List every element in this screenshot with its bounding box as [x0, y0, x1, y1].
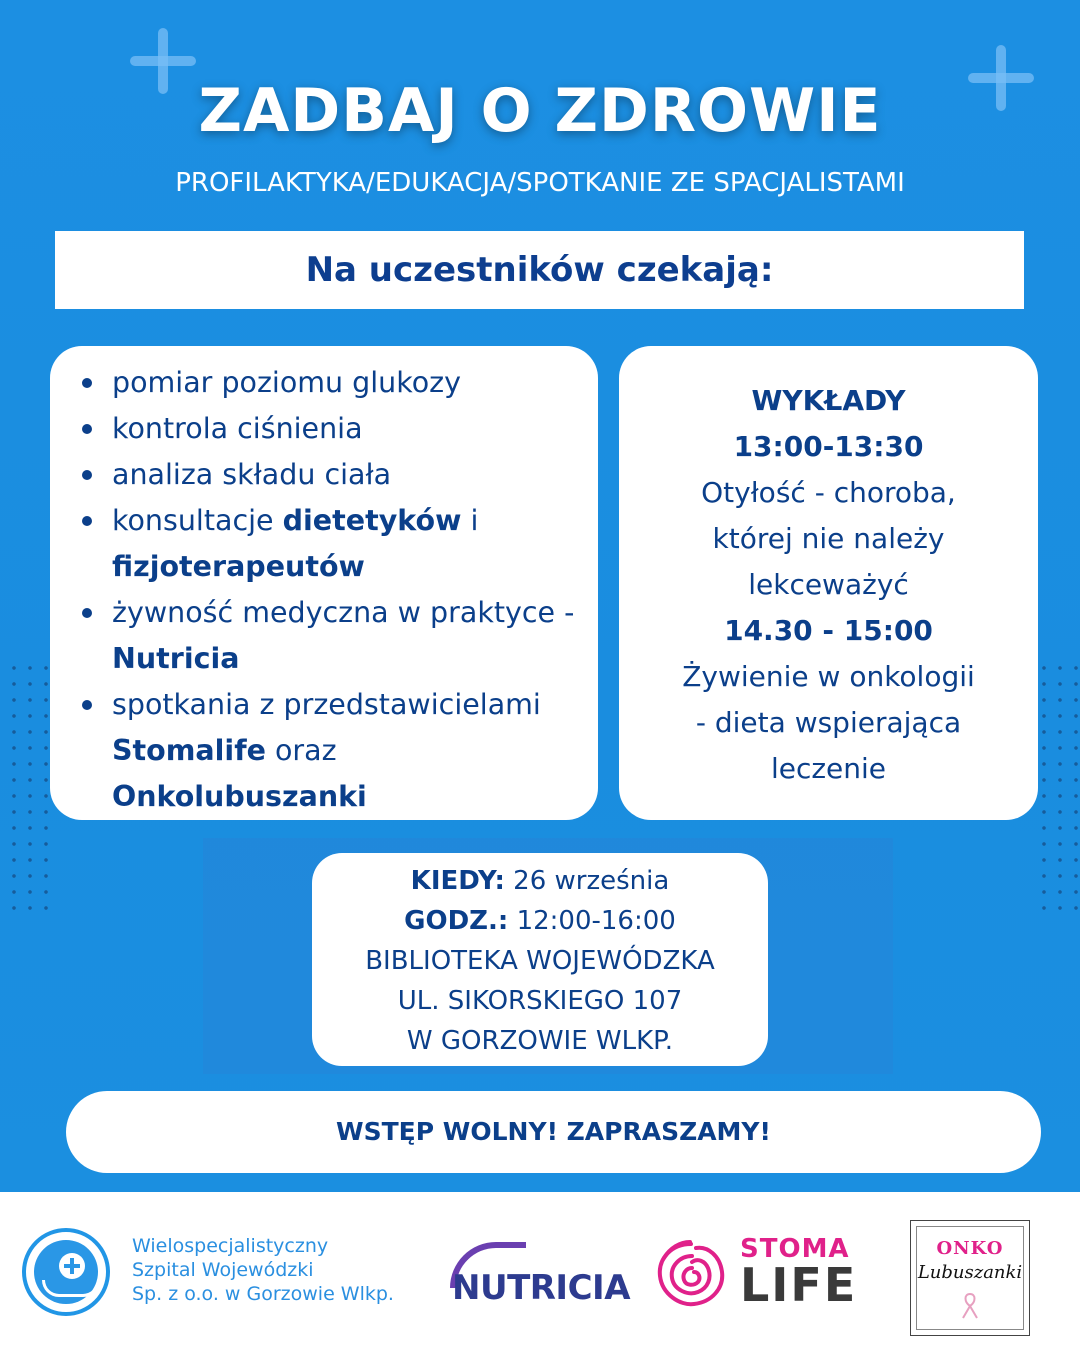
lecture-topic: - dieta wspierająca [695, 706, 962, 739]
offers-list [82, 360, 588, 820]
list-item: pomiar poziomu glukozy [82, 360, 588, 406]
participants-banner [55, 231, 1024, 309]
lecture-time: 13:00-13:30 [733, 430, 924, 463]
hospital-name: Wielospecjalistyczny Szpital Wojewódzki Sp. z o.o. w Gorzowie Wlkp. [132, 1235, 394, 1305]
lectures-heading: WYKŁADY [751, 384, 906, 417]
free-entry-text: WSTĘP WOLNY! ZAPRASZAMY! [336, 1117, 771, 1146]
event-hours: GODZ.: 12:00-16:00 [404, 906, 676, 936]
list-item: żywność medyczna w praktyce - Nutricia [82, 590, 588, 682]
event-place: BIBLIOTEKA WOJEWÓDZKA [365, 946, 715, 976]
event-address: UL. SIKORSKIEGO 107 [397, 986, 683, 1016]
event-city: W GORZOWIE WLKP. [406, 1026, 674, 1056]
dot-pattern-left [6, 660, 54, 920]
page-title: ZADBAJ O ZDROWIE [198, 76, 882, 146]
lecture-time: 14.30 - 15:00 [724, 614, 933, 647]
free-entry-banner [66, 1091, 1041, 1173]
stomalife-logo: STOMA LIFE [652, 1232, 857, 1314]
onkolubuszanki-logo: ONKO Lubuszanki [910, 1220, 1030, 1336]
list-item: konsultacje dietetyków i fizjoterapeutów [82, 498, 588, 590]
lecture-topic: Żywienie w onkologii [682, 660, 975, 693]
ribbon-icon [960, 1292, 980, 1320]
hospital-logo [22, 1228, 442, 1316]
lecture-topic: której nie należy [712, 522, 945, 555]
lecture-topic: Otyłość - choroba, [701, 476, 956, 509]
banner-heading: Na uczestników czekają: [305, 250, 774, 290]
lectures-card [619, 346, 1038, 820]
nutricia-logo: NUTRICIA [440, 1242, 630, 1312]
list-item: analiza składu ciała [82, 452, 588, 498]
lecture-topic: leczenie [770, 752, 887, 785]
event-details-card [312, 853, 768, 1066]
hospital-emblem-icon [22, 1228, 110, 1316]
offers-card [50, 346, 598, 820]
lecture-topic: lekceważyć [748, 568, 909, 601]
rose-icon [652, 1236, 730, 1310]
list-item: spotkania z przedstawicielami Stomalife oraz Onkolubuszanki [82, 682, 588, 820]
page-subtitle: PROFILAKTYKA/EDUKACJA/SPOTKANIE ZE SPACJALISTAMI [175, 168, 905, 198]
list-item: kontrola ciśnienia [82, 406, 588, 452]
sponsor-footer [0, 1192, 1080, 1350]
event-date: KIEDY: 26 września [410, 866, 670, 896]
dot-pattern-right [1036, 660, 1080, 920]
